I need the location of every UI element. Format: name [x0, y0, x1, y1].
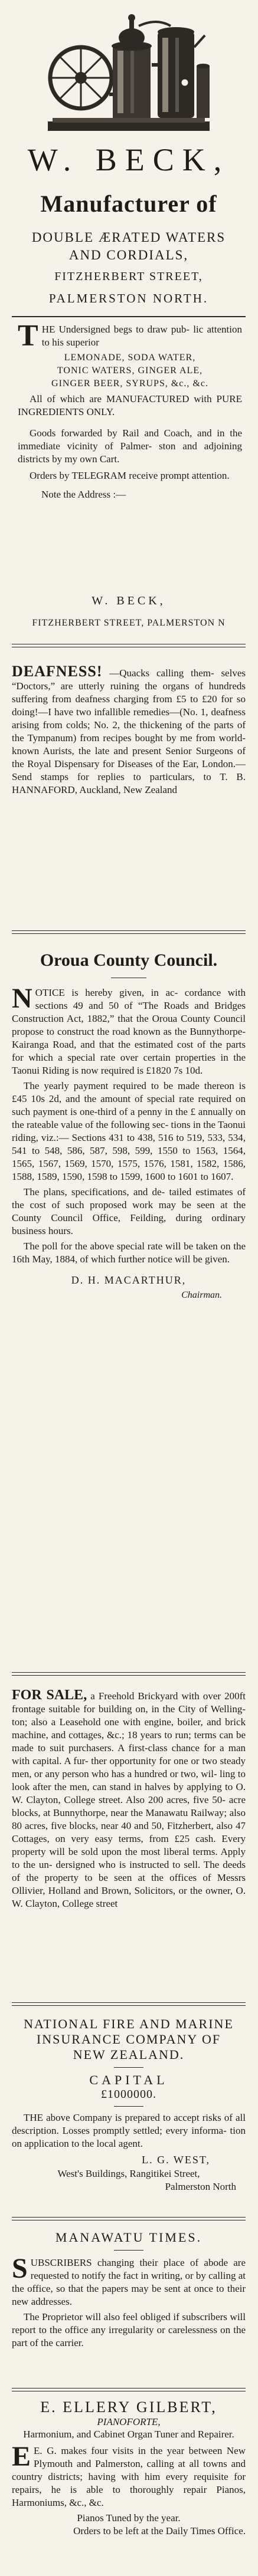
- aerated-water-machine-engraving: [44, 12, 213, 134]
- gilbert-line-2: Harmonium, and Cabinet Organ Tuner and Repairer.: [23, 2429, 234, 2440]
- insurance-agent-address-2: Palmerston North: [165, 2181, 236, 2192]
- beck-items-1: LEMONADE, SODA WATER,: [64, 353, 196, 363]
- beck-street: FITZHERBERT STREET,: [54, 270, 203, 283]
- oroua-para-1-text: OTICE is hereby given, in ac- cordance with sections 49 and 50 of “The Roads and Bridges Construction Act, 1882,” that the Oroua County Council propose to construct the road known as the Bunnythorpe-Kairanga Road, and that the estimated cost of the parts for which a special rate over certain properties in the Taonui Riding is now required is £1820 7s 10d.: [12, 987, 246, 1076]
- section-divider: [12, 2217, 246, 2220]
- beck-body-4: Orders by TELEGRAM receive prompt attention.: [30, 470, 230, 481]
- gilbert-tuned: Pianos Tuned by the year.: [77, 2512, 181, 2524]
- oroua-para-1: [12, 983, 246, 1077]
- insurance-text: THE above Company is prepared to accept risks of all description. Losses promptly settled; every informa- tion on application to the local agent.: [12, 2112, 246, 2149]
- times-para-1: [12, 2253, 246, 2308]
- manawatu-times-notice: [12, 2230, 246, 2350]
- gilbert-dropcap: E: [12, 2441, 31, 2472]
- oroua-signer-role: Chairman.: [181, 1290, 222, 1300]
- insurance-line-3: NEW ZEALAND.: [73, 2047, 185, 2062]
- times-para-1-text: UBSCRIBERS changing their place of abode are requested to notify the fact in writing, or by calling at the office, so that the papers may be sent at once to their new addresses.: [12, 2257, 246, 2307]
- beck-title: Manufacturer of: [40, 190, 217, 217]
- gilbert-text: [12, 2441, 246, 2509]
- deafness-advertisement: [12, 665, 246, 797]
- sale-heading: FOR SALE,: [12, 1687, 87, 1703]
- times-dropcap: S: [12, 2253, 28, 2284]
- section-divider: [12, 2002, 246, 2006]
- oroua-notice: [12, 950, 246, 1301]
- beck-body-1: HE Undersigned begs to draw pub- lic attention to his superior: [41, 324, 242, 348]
- deafness-heading: DEAFNESS!: [12, 663, 103, 680]
- section-divider: [12, 930, 246, 934]
- beck-town: PALMERSTON NORTH.: [48, 291, 209, 305]
- section-divider: [12, 1672, 246, 1676]
- beck-name: W. BECK,: [27, 142, 230, 177]
- beck-signature-name: W. BECK,: [92, 594, 166, 607]
- beck-signature-address: FITZHERBERT STREET, PALMERSTON N: [32, 618, 226, 628]
- insurance-capital-value: £1000000.: [101, 2088, 156, 2101]
- section-divider: [12, 644, 246, 647]
- gilbert-orders: Orders to be left at the Daily Times Office.: [73, 2525, 246, 2536]
- insurance-agent: L. G. WEST,: [142, 2154, 210, 2166]
- gilbert-text-body: E. G. makes four visits in the year between New Plymouth and Palmerston, calling at all towns and country districts; having with him every requisite for repairs, he is able to thoroughly repair Pianos, Harmoniums, &c., &c.: [12, 2445, 246, 2508]
- oroua-heading: Oroua County Council.: [40, 950, 218, 970]
- beck-line-1: DOUBLE ÆRATED WATERS: [31, 230, 226, 245]
- beck-items-3: GINGER BEER, SYRUPS, &c., &c.: [51, 379, 208, 389]
- sale-text: a Freehold Brickyard with over 200ft frontage suitable for building on, in the City of Welling- ton; also a Leasehold one with engine, boiler, and brick machine, and cottages, &c.; 18 years to run; terms can be made to suit purchasers. A first-class chance for a man with capital. A fur- ther opportunity for one or two steady men, or any person who has a hundred or two, wil- ling to look after the men, can stand in halves by applying to O. W. Clayton, College street. Also 200 acres, five 50- acre blocks, at Bunnythorpe, near the Manawatu Railway; also 80 acres, five blocks, near 40 and 50, Fitzherbert, also 47 Cottages, on very easy terms, from £25 cash. Every property will be sold upon the most liberal terms. Apply to the un- dersigned who is instructed to sell. The deeds of the property to be seen at the offices of Messrs Ollivier, Holland and Brown, Solicitors, or the owner, O. W. Clayton, College street: [12, 1690, 246, 1909]
- section-divider: [12, 316, 246, 317]
- short-divider: [114, 2250, 143, 2251]
- beck-body-3: Goods forwarded by Rail and Coach, and in the immediate vicinity of Palmer- ston and adjoining districts by my own Cart.: [18, 427, 242, 465]
- times-para-2: The Proprietor will also feel obliged if subscribers will report to the office any irregularity or carelessness on the part of the carrier.: [12, 2311, 246, 2348]
- deafness-text: —Quacks calling them- selves “Doctors,” are utterly ruining the organs of hundreds suffering from deafness charging from £5 to £20 for so doing!—I have two infallible remedies—(No. 1, deafness arising from colds; No. 2, the thickening of the parts of the Tympanum) from recipes bought by me from world-known Aurists, the late and present Senior Surgeons of the Royal Dispensary for Diseases of the Ear, London.—Send stamps for replies to particulars, to T. B. HANNAFORD, Auckland, New Zealand: [12, 667, 246, 795]
- oroua-para-4: The poll for the above special rate will be taken on the 16th May, 1884, of which further notice will be given.: [12, 1241, 246, 1265]
- beck-line-2: AND CORDIALS,: [68, 248, 189, 262]
- section-divider: [12, 2388, 246, 2391]
- beck-dropcap: T: [18, 319, 38, 353]
- beck-note: Note the Address :—: [41, 489, 126, 500]
- oroua-para-3: The plans, specifications, and de- tailed estimates of the cost of such proposed work may be seen at the County Council Office, Feilding, during ordinary business hours.: [12, 1186, 246, 1236]
- insurance-advertisement: [12, 2016, 246, 2193]
- times-heading: MANAWATU TIMES.: [55, 2230, 203, 2245]
- oroua-dropcap: N: [12, 983, 32, 1014]
- beck-body-2: All of which are MANUFACTURED with PURE INGREDIENTS ONLY.: [18, 393, 242, 417]
- insurance-line-1: NATIONAL FIRE AND MARINE: [24, 2016, 234, 2031]
- beck-advertisement: [12, 0, 246, 684]
- short-divider: [114, 2067, 143, 2068]
- gilbert-role: PIANOFORTE,: [97, 2416, 161, 2427]
- insurance-agent-address-1: West's Buildings, Rangitikei Street,: [57, 2168, 200, 2179]
- short-divider: [114, 2106, 143, 2107]
- advertisement-column: [12, 0, 246, 2576]
- beck-body: [18, 319, 242, 501]
- oroua-signer: D. H. MACARTHUR,: [71, 1274, 187, 1286]
- insurance-line-2: INSURANCE COMPANY OF: [36, 2032, 221, 2047]
- gilbert-advertisement: [12, 2399, 246, 2538]
- oroua-para-2: The yearly payment required to be made thereon is £45 10s 2d, and the amount of special rate required on such payment is one-third of a penny in the £ annually on the rateable value of the following sec- tions in the Taonui riding, viz.:— Sections 431 to 438, 516 to 519, 533, 534, 541 to 548, 586, 587, 598, 599, 1550 to 1563, 1564, 1565, 1567, 1569, 1570, 1575, 1576, 1581, 1582, 1586, 1588, 1589, 1590, 1598 to 1599, 1600 to 1601 to 1607.: [12, 1080, 246, 1182]
- brickyard-sale-advertisement: [12, 1689, 246, 1910]
- insurance-capital-label: CAPITAL: [89, 2072, 168, 2087]
- beck-items-2: TONIC WATERS, GINGER ALE,: [57, 366, 203, 376]
- gilbert-name: E. ELLERY GILBERT,: [40, 2399, 217, 2416]
